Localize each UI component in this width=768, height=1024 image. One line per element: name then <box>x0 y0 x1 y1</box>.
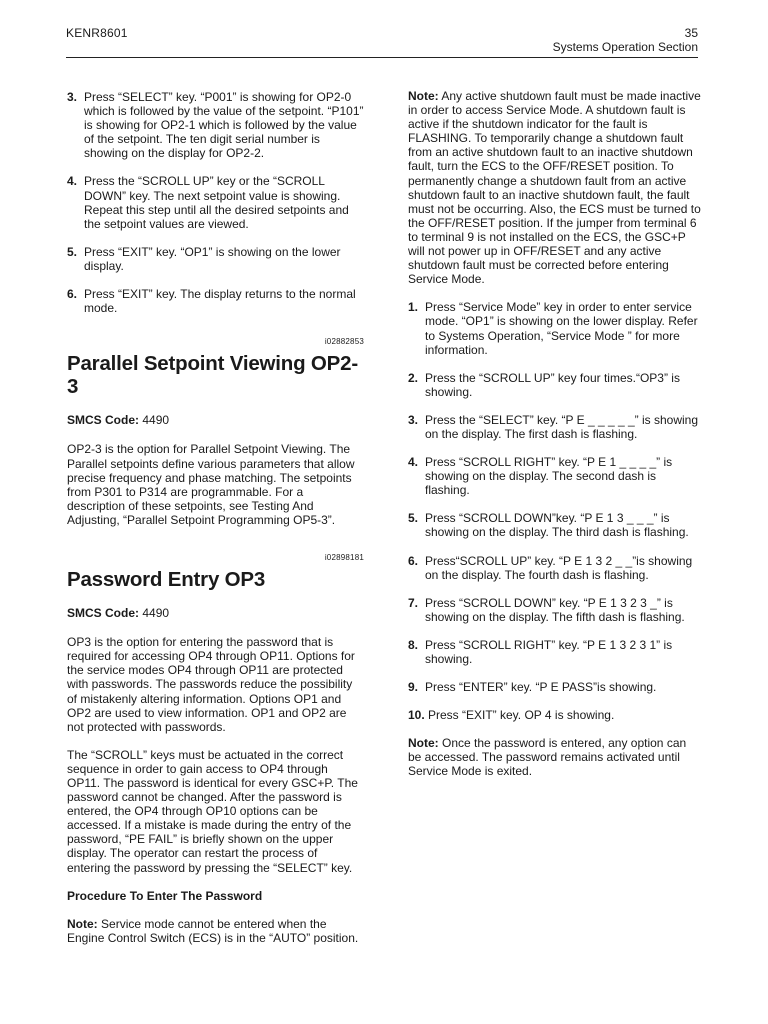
step-item <box>408 300 702 356</box>
note-label: Note: <box>408 736 439 751</box>
step-text: Press “SCROLL DOWN”key. “P E 1 3 _ _ _” is showing on the display. The third dash is flashing. <box>425 511 689 540</box>
step-item <box>408 455 702 497</box>
step-item <box>408 511 702 539</box>
step-item <box>408 371 702 399</box>
section-title-password-entry: Password Entry OP3 <box>67 568 266 592</box>
section-paragraph: The “SCROLL” keys must be actuated in the correct sequence in order to gain access to OP4 through OP11. The password is identical for every GSC+P. The password cannot be changed. After the password is entered, the OP4 through OP10 options can be accessed. If a mistake is made during the entry of the password, “PE FAIL” is briefly shown on the upper display. The operator can restart the process of entering the password by pressing the “SELECT” key. <box>67 747 358 875</box>
step-number: 2. <box>408 370 419 385</box>
step-number: 1. <box>408 300 419 315</box>
step-number: 4. <box>67 174 78 189</box>
step-text: Press “EXIT” key. “OP1” is showing on the lower display. <box>84 244 341 273</box>
step-number: 5. <box>67 244 78 259</box>
header-divider <box>66 57 698 58</box>
procedure-heading: Procedure To Enter The Password <box>67 888 263 903</box>
section-title-parallel-setpoint: Parallel Setpoint Viewing OP2-3 <box>67 352 358 399</box>
step-text: Press “EXIT” key. OP 4 is showing. <box>428 708 615 723</box>
step-item <box>408 708 702 722</box>
step-item <box>67 174 364 230</box>
note-label: Note: <box>408 89 439 103</box>
step-text: Press the “SCROLL UP” key four times.“OP3” is showing. <box>425 370 680 399</box>
note-text: Once the password is entered, any option can be accessed. The password remains activated until Service Mode is exited. <box>408 736 687 779</box>
right-column <box>408 89 702 793</box>
note-text: Any active shutdown fault must be made inactive in order to access Service Mode. A shutdown fault is active if the shutdown indicator for the fault is FLASHING. To temporarily change a shutdown fault from an active shutdown fault to an inactive shutdown fault, turn the ECS to the OFF/RESET position. To permanently change a shutdown fault from an active shutdown fault to an inactive shutdown fault, the fault must not be occurring. Also, the ECS must be turned to the OFF/RESET position. If the jumper from terminal 6 to terminal 9 is not installed on the ECS, the GSC+P will not power up in OFF/RESET and any active shutdown fault must be corrected before entering Service Mode. <box>408 89 701 287</box>
note-paragraph <box>408 736 702 778</box>
step-item <box>408 596 702 624</box>
page-header-right <box>553 26 698 54</box>
step-number: 6. <box>408 553 419 568</box>
step-text: Press “SCROLL RIGHT” key. “P E 1 _ _ _ _” is showing on the display. The second dash is flashing. <box>425 455 673 498</box>
step-text: Press“SCROLL UP” key. “P E 1 3 2 _ _”is showing on the display. The fourth dash is flashing. <box>425 553 693 582</box>
reference-id: i02898181 <box>324 552 364 562</box>
step-text: Press the “SELECT” key. “P E _ _ _ _ _” is showing on the display. The first dash is flashing. <box>425 412 698 441</box>
step-text: Press “Service Mode” key in order to enter service mode. “OP1” is showing on the lower display. Refer to Systems Operation, “Service Mode ” for more information. <box>425 300 698 357</box>
step-text: Press “EXIT” key. The display returns to the normal mode. <box>84 287 356 316</box>
step-text: Press “SELECT” key. “P001” is showing for OP2-0 which is followed by the value of the setpoint. “P101” is showing for OP2-1 which is followed by the value of the setpoint. The ten digit serial number is showing on the display for OP2-2. <box>84 90 364 161</box>
smcs-value: 4490 <box>142 606 170 621</box>
step-item <box>408 638 702 666</box>
step-text: Press “SCROLL RIGHT” key. “P E 1 3 2 3 1” is showing. <box>425 637 673 666</box>
step-item <box>67 287 364 315</box>
step-number: 8. <box>408 637 419 652</box>
reference-id: i02882853 <box>324 337 364 347</box>
smcs-code <box>67 606 364 620</box>
step-number: 9. <box>408 680 419 695</box>
step-item <box>67 90 364 160</box>
step-number: 4. <box>408 455 419 470</box>
step-item <box>408 413 702 441</box>
step-item <box>408 554 702 582</box>
step-text: Press the “SCROLL UP” key or the “SCROLL DOWN” key. The next setpoint value is showing. Repeat this step until all the desired setpoints and the setpoint values are viewed. <box>84 174 349 231</box>
step-number: 7. <box>408 595 419 610</box>
section-paragraph: OP3 is the option for entering the password that is required for accessing OP4 through OP11. Options for the service modes OP4 through OP11 are protected with passwords. The passwords reduce the possibility of mistakenly altering information. Options OP1 and OP2 are used to view information. OP1 and OP2 are not protected with passwords. <box>67 635 355 734</box>
document-id: KENR8601 <box>66 26 128 40</box>
note-label: Note: <box>67 916 98 931</box>
smcs-value: 4490 <box>142 413 170 428</box>
section-body: OP2-3 is the option for Parallel Setpoint Viewing. The Parallel setpoints define various parameters that allow precise frequency and phase matching. The setpoints from P301 to P314 are programmable. For a description of these setpoints, see Testing And Adjusting, “Parallel Setpoint Programming OP5-3”. <box>67 442 355 527</box>
left-column <box>67 90 364 959</box>
note-paragraph <box>67 917 364 945</box>
step-text: Press “SCROLL DOWN” key. “P E 1 3 2 3 _” is showing on the display. The fifth dash is flashing. <box>425 595 685 624</box>
smcs-label: SMCS Code: <box>67 606 139 621</box>
step-number: 5. <box>408 511 419 526</box>
step-item <box>408 680 702 694</box>
step-number: 3. <box>408 412 419 427</box>
note-paragraph <box>408 89 702 286</box>
step-text: Press “ENTER” key. “P E PASS”is showing. <box>425 680 657 695</box>
smcs-label: SMCS Code: <box>67 413 139 428</box>
smcs-code <box>67 413 364 427</box>
step-number: 3. <box>67 90 78 104</box>
step-item <box>67 245 364 273</box>
section-name: Systems Operation Section <box>552 40 698 54</box>
page-number: 35 <box>684 26 698 40</box>
note-text: Service mode cannot be entered when the Engine Control Switch (ECS) is in the “AUTO” position. <box>67 916 359 945</box>
step-number: 6. <box>67 287 78 302</box>
step-number: 10. <box>408 708 425 723</box>
